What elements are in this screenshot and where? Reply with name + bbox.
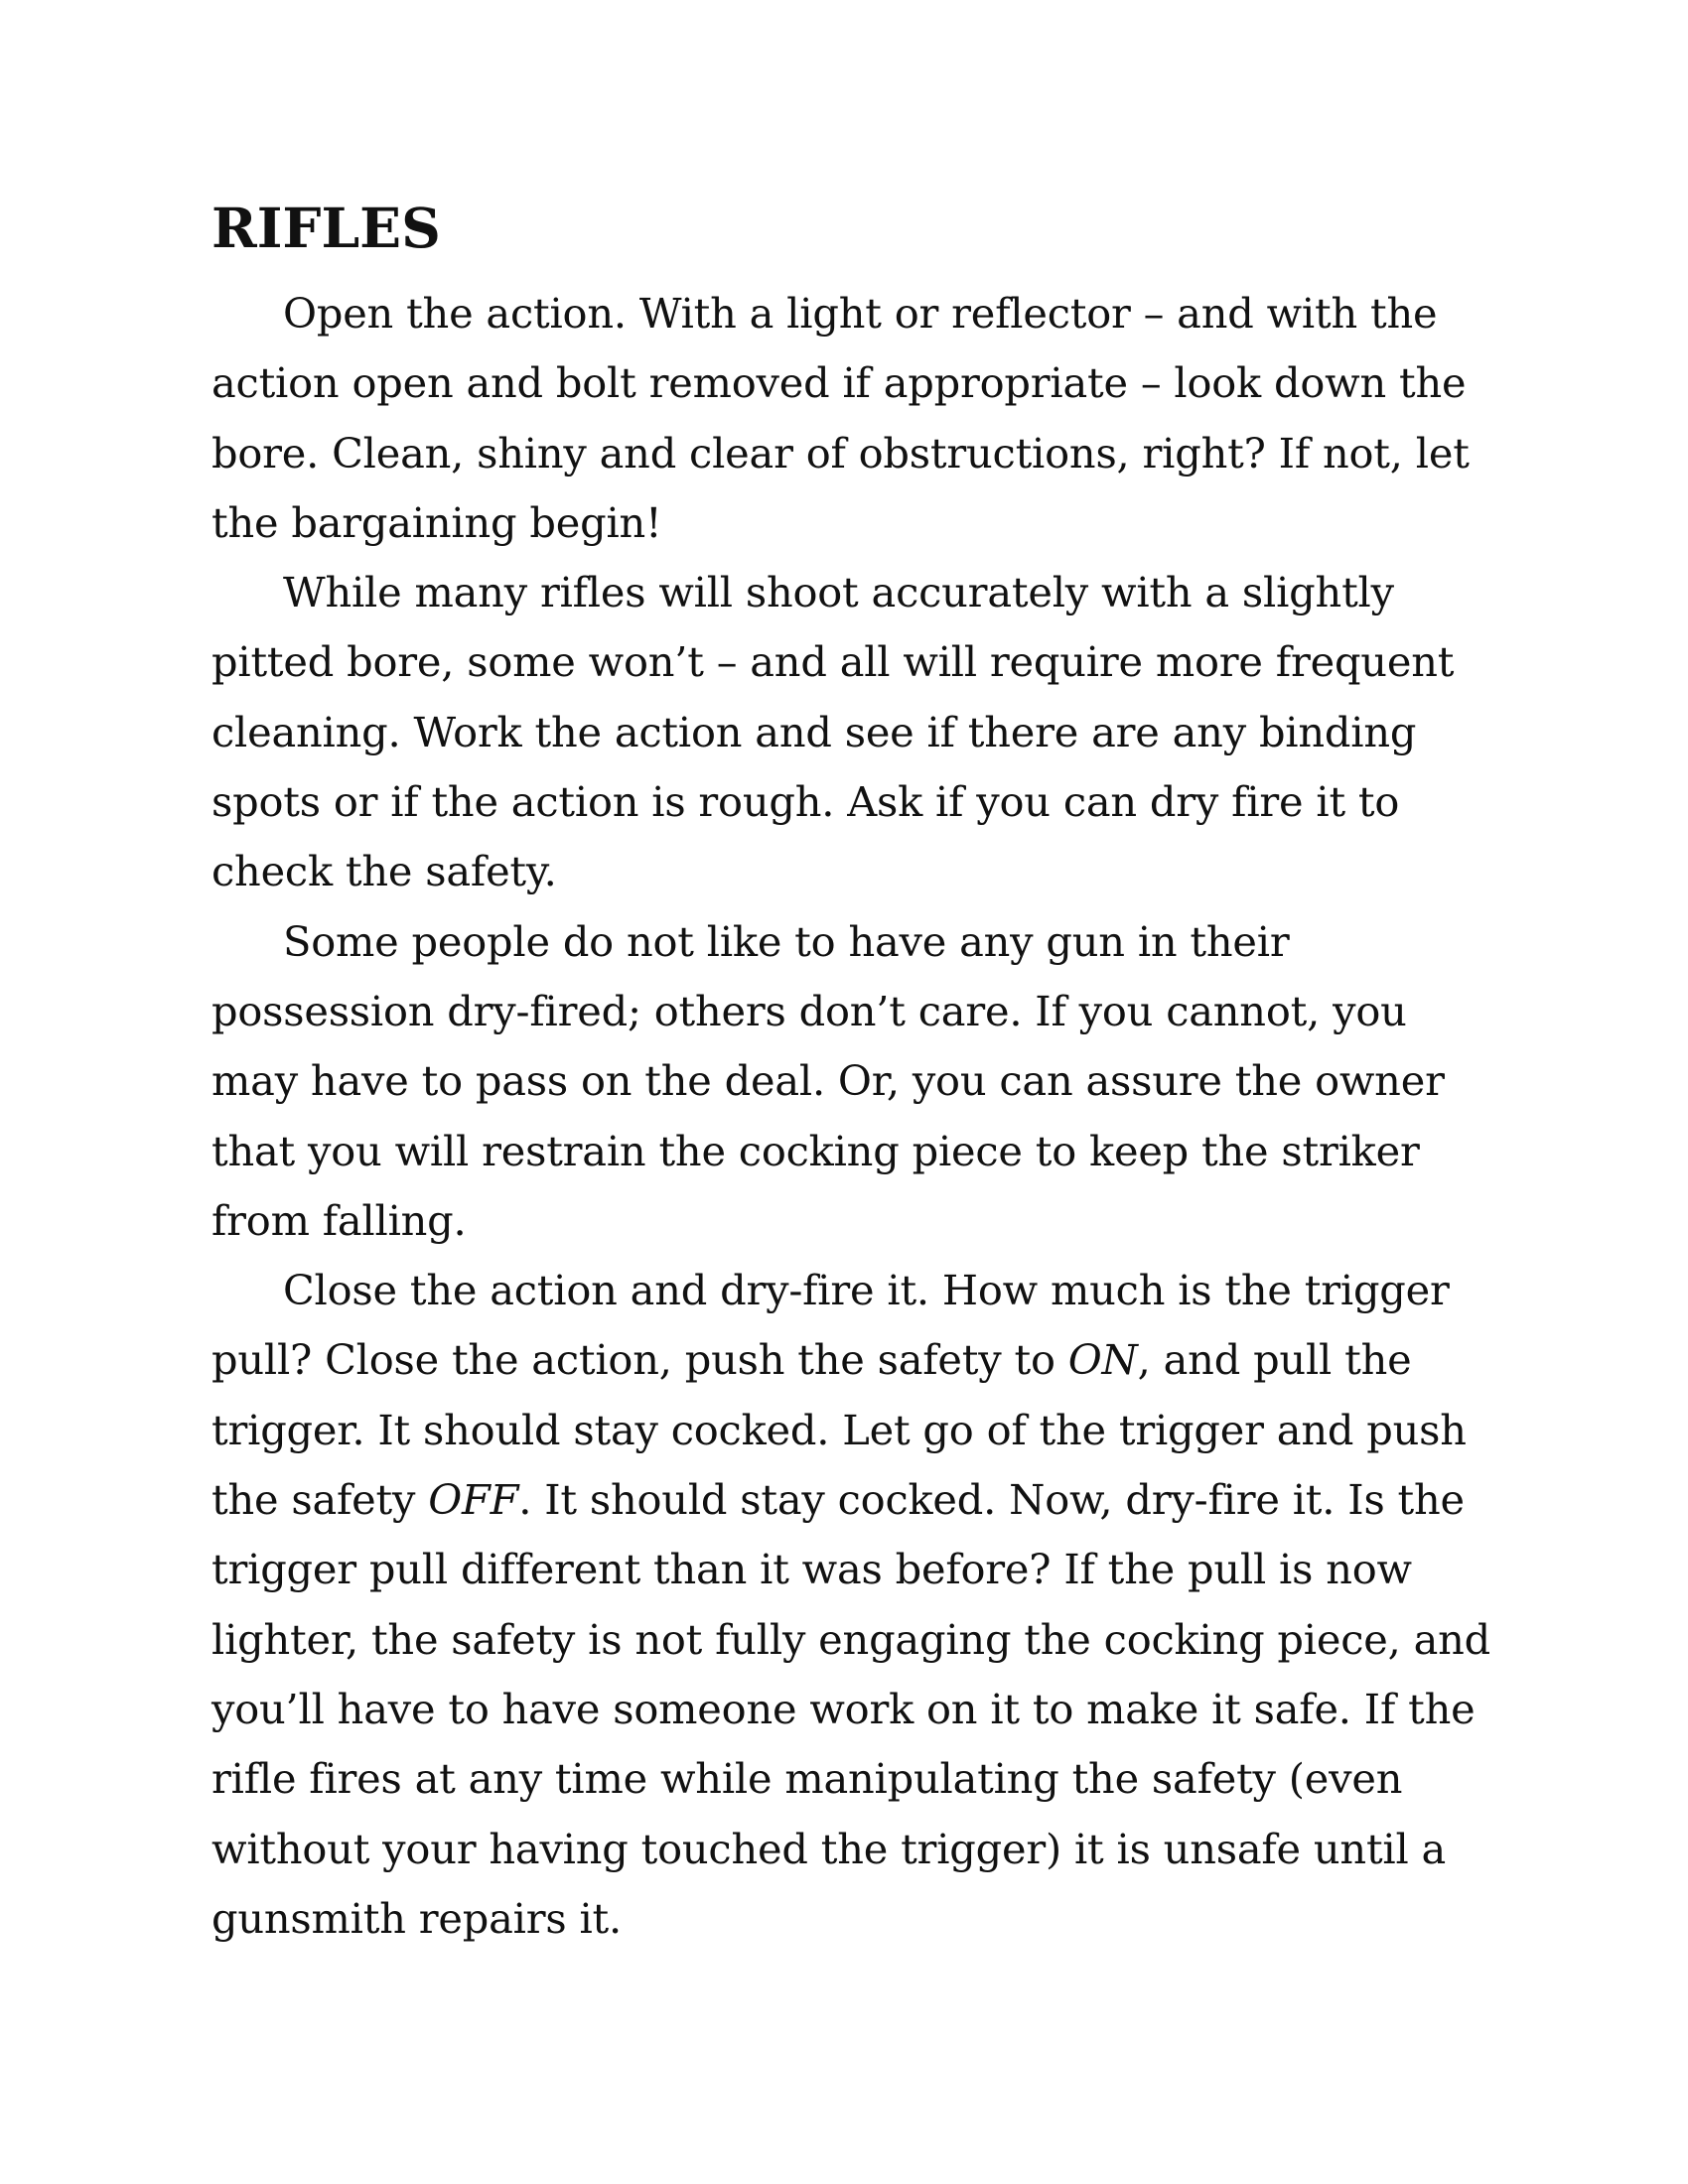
text-line: without your having touched the trigger) it is unsafe until a [211, 1824, 1447, 1873]
text-line: lighter, the safety is not fully engaging the cocking piece, and [211, 1614, 1491, 1664]
text-line: action open and bolt removed if appropriate – look down the [211, 358, 1467, 408]
emphasis-on: ON [1067, 1335, 1138, 1385]
text-line: trigger pull different than it was before? If the pull is now [211, 1545, 1412, 1594]
text-run: , and pull the [1137, 1335, 1412, 1385]
paragraph-4 [211, 1256, 1492, 1954]
text-line [211, 1325, 1492, 1395]
text-line: you’ll have to have someone work on it to make it safe. If the [211, 1684, 1476, 1733]
text-line: from falling. [211, 1195, 467, 1245]
paragraph-2 [211, 558, 1492, 906]
text-line: gunsmith repairs it. [211, 1893, 622, 1943]
text-run: the safety [211, 1475, 429, 1525]
text-run: pull? Close the action, push the safety to [211, 1335, 1068, 1385]
text-run: . It should stay cocked. Now, dry-fire it. Is the [518, 1475, 1465, 1525]
text-line: that you will restrain the cocking piece to keep the striker [211, 1126, 1420, 1175]
text-line [211, 1465, 1492, 1535]
text-line: pitted bore, some won’t – and all will require more frequent [211, 637, 1455, 687]
text-line: check the safety. [211, 847, 557, 896]
emphasis-off: OFF [428, 1475, 519, 1525]
text-line: Some people do not like to have any gun in their [283, 916, 1290, 966]
paragraph-1 [211, 279, 1492, 558]
text-line: cleaning. Work the action and see if there are any binding [211, 707, 1417, 756]
page-content [211, 194, 1492, 1954]
text-line: Open the action. With a light or reflector – and with the [283, 289, 1438, 338]
text-line: bore. Clean, shiny and clear of obstructions, right? If not, let [211, 428, 1470, 478]
text-line: While many rifles will shoot accurately with a slightly [283, 568, 1394, 617]
text-line: the bargaining begin! [211, 497, 662, 547]
text-line: may have to pass on the deal. Or, you can assure the owner [211, 1056, 1445, 1106]
text-line: trigger. It should stay cocked. Let go of the trigger and push [211, 1405, 1467, 1454]
paragraph-3 [211, 907, 1492, 1256]
text-line: possession dry-fired; others don’t care. If you cannot, you [211, 986, 1407, 1035]
text-line: rifle fires at any time while manipulating the safety (even [211, 1754, 1403, 1804]
text-line: Close the action and dry-fire it. How much is the trigger [283, 1266, 1450, 1315]
text-line: spots or if the action is rough. Ask if you can dry fire it to [211, 777, 1400, 827]
section-heading: RIFLES [211, 196, 441, 260]
